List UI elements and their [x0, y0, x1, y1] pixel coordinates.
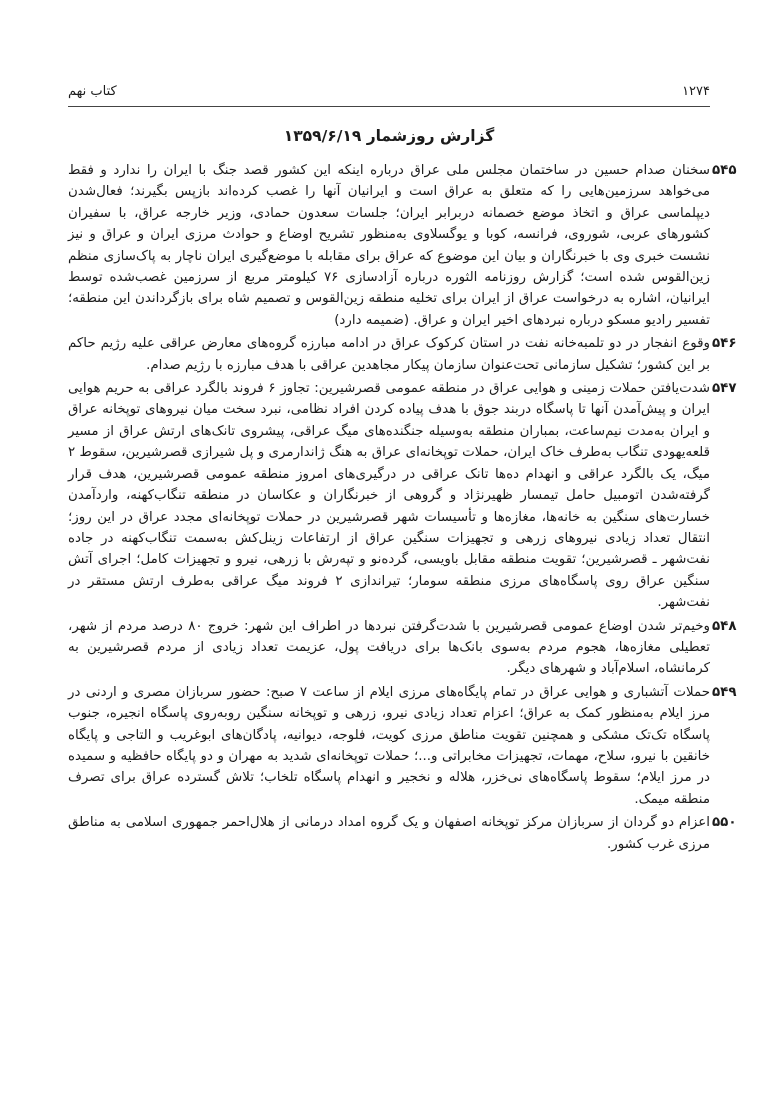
chronology-entry: [68, 616, 737, 680]
chronology-entry: [68, 333, 737, 376]
entry-text: اعزام دو گردان از سربازان مرکز توپخانه اصفهان و یک گروه امداد درمانی از هلال‌احمر جمهوری اسلامی به مناطق مرزی غرب کشور.: [68, 815, 710, 852]
entry-text: شدت‌یافتن حملات زمینی و هوایی عراق در منطقه عمومی قصرشیرین: تجاوز ۶ فروند بالگرد عراقی به حریم هوایی ایران و پیش‌آمدن آنها تا پاسگاه دربند جوق با هدف پیاده کردن افراد نظامی، نبرد سخت میان نیروهای توپخانه عراق و ایران به‌مدت نیم‌ساعت، بمباران منطقه به‌وسیله جنگنده‌های میگ عراقی، پیشروی تانک‌های ارتش عراق از مسیر قلعه‌یهودی تنگاب به‌طرف خاک ایران، حملات توپخانه‌ای عراق به هنگ ژاندارمری و پل شیرازی قصرشیرین، سقوط ۲ میگ، یک بالگرد عراقی و انهدام ده‌ها تانک عراقی در درگیری‌های امروز منطقه عمومی قصرشیرین، هدف قرار گرفته‌شدن اتومبیل حامل تیمسار ظهیرنژاد و گروهی از خبرنگاران و عکاسان در منطقه تنگاب‌کهنه، واردآمدن خسارت‌های سنگین به خانه‌ها، مغازه‌ها و تأسیسات شهر قصرشیرین در حملات توپخانه‌ای مجدد عراق در این روز؛ انتقال تعداد زیادی نیروهای زرهی و تجهیزات سنگین عراق از ارتفاعات زینل‌کش به‌سمت تنگاب‌کهنه در جاده نفت‌شهر ـ قصرشیرین؛ تقویت منطقه مقابل باویسی، گرده‌نو و تپه‌رش با زرهی، نیرو و تجهیزات کامل؛ اجرای آتش سنگین عراق روی پاسگاه‌های مرزی منطقه سومار؛ تیراندازی ۲ فروند میگ عراقی به‌طرف ارتش مستقر در نفت‌شهر.: [68, 381, 710, 611]
entry-text: حملات آتشباری و هوایی عراق در تمام پایگاه‌های مرزی ایلام از ساعت ۷ صبح: حضور سربازان مصری و اردنی در مرز ایلام به‌منظور کمک به عراق؛ اعزام تعداد زیادی نیرو، زرهی و توپخانه سنگین روبه‌روی پاسگاه انجیره، جنوب پاسگاه تک‌تک مشکی و همچنین تقویت مناطق مرزی کویت، فلوجه، دیوانیه، پادگان‌های ابوغریب و التاجی و پایگاه خانقین با نیرو، سلاح، مهمات، تجهیزات مخابراتی و...؛ حملات توپخانه‌ای شدید به مهران و دو پایگاه حافظیه و سمیده در مرز ایلام؛ سقوط پاسگاه‌های نی‌خزر، هلاله و نخجیر و انهدام پاسگاه تلخاب؛ تلاش گسترده عراق برای تصرف منطقه میمک.: [68, 684, 710, 807]
entry-text: وخیم‌تر شدن اوضاع عمومی قصرشیرین با شدت‌گرفتن نبردها در اطراف این شهر: خروج ۸۰ درصد مردم از شهر، تعطیلی مغازه‌ها، هجوم مردم به‌سوی بانک‌ها برای دریافت پول، عزیمت تعداد زیادی از مردم قصرشیرین به کرمانشاه، اسلام‌آباد و شهرهای دیگر.: [68, 618, 710, 677]
chronology-entry: [68, 812, 737, 855]
book-title: کتاب نهم: [68, 84, 117, 99]
running-header: [68, 84, 710, 107]
entry-number: ۵۴۸: [712, 618, 737, 634]
entry-text: سخنان صدام حسین در ساختمان مجلس ملی عراق درباره اینکه این کشور قصد جنگ با ایران را ندارد و فقط می‌خواهد سرزمین‌هایی را که متعلق به عراق است و ایرانیان آنها را غصب کرده‌اند بازپس بگیرند؛ فعال‌شدن دیپلماسی عراق و اتخاذ موضع خصمانه دربرابر ایران؛ جلسات سعدون حمادی، وزیر خارجه عراق، با سفیران کشورهای عربی، شوروی، فرانسه، کوبا و یوگسلاوی به‌منظور تشریح اوضاع و حوادث مرزی ایران و عراق و نیز نشست خبری وی با خبرنگاران و بیان این موضوع که عراق برای مقابله با موضع‌گیری ایران ناچار به پاک‌سازی منظم زین‌القوس شده است؛ گزارش روزنامه الثوره درباره آزادسازی ۷۶ کیلومتر مربع از سرزمین غصب‌شده توسط ایرانیان، اشاره به درخواست عراق از ایران برای تخلیه منطقه زین‌القوس و تصمیم شاه برای بازگرداندن این منطقه؛ تفسیر رادیو مسکو درباره نبردهای اخیر ایران و عراق. (ضمیمه دارد): [68, 163, 710, 328]
chronology-entry: [68, 160, 737, 331]
entries-list: [68, 160, 737, 855]
page-number: ۱۲۷۴: [682, 84, 710, 99]
chronology-entry: [68, 378, 737, 613]
entry-number: ۵۴۷: [712, 381, 737, 397]
entry-number: ۵۵۰: [712, 815, 737, 831]
entry-number: ۵۴۶: [712, 336, 737, 352]
report-title: گزارش روزشمار ۱۳۵۹/۶/۱۹: [283, 127, 495, 145]
entry-number: ۵۴۹: [712, 684, 737, 700]
entry-number: ۵۴۵: [712, 163, 737, 178]
entry-text: وقوع انفجار در دو تلمبه‌خانه نفت در استان کرکوک عراق در ادامه مبارزه گروه‌های معارض عراقی علیه رژیم حاکم بر این کشور؛ تشکیل سازمانی تحت‌عنوان سازمان پیکار مجاهدین عراقی با هدف مبارزه با رژیم صدام.: [68, 336, 710, 373]
chronology-entry: [68, 682, 737, 810]
